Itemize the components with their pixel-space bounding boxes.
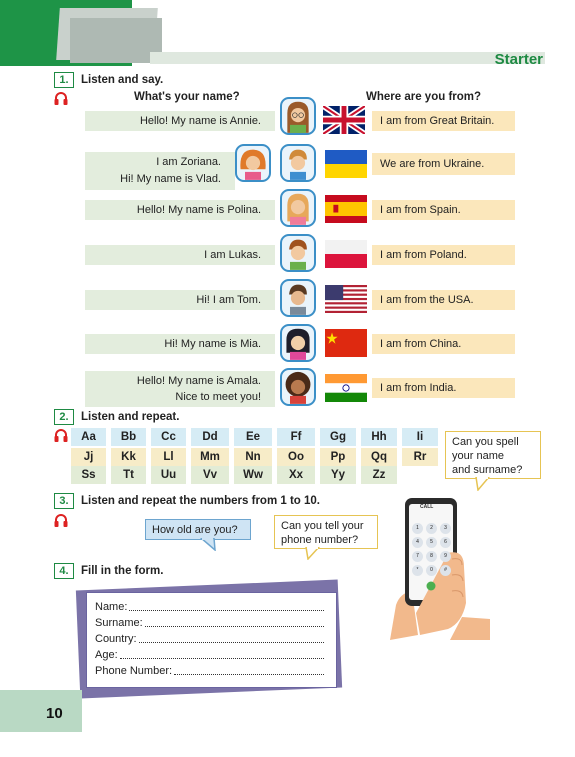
country-answer: I am from the USA. xyxy=(372,290,515,310)
letter-pair: Qq xyxy=(361,448,397,466)
letter-pair: Ll xyxy=(151,448,186,466)
letter-pair: Ii xyxy=(402,428,438,446)
flag-poland-icon xyxy=(325,240,367,268)
phone-illustration xyxy=(390,495,490,640)
letter-pair: Hh xyxy=(361,428,397,446)
letter-pair: Gg xyxy=(320,428,356,446)
speech-bubble-tail xyxy=(475,477,491,491)
letter-pair: Jj xyxy=(71,448,106,466)
letter-pair: Ss xyxy=(71,466,106,484)
name-greeting: Hello! My name is Amala. Nice to meet you! xyxy=(85,371,275,407)
keypad-key: 3 xyxy=(440,523,451,534)
letter-pair: Ee xyxy=(234,428,272,446)
child-portrait-lukas xyxy=(280,234,316,272)
name-greeting: I am Lukas. xyxy=(85,245,275,265)
child-portrait-mia xyxy=(280,324,316,362)
letter-pair: Kk xyxy=(111,448,146,466)
section-title: Starter xyxy=(494,51,543,68)
keypad-key: 9 xyxy=(440,551,451,562)
letter-pair: Ww xyxy=(234,466,272,484)
child-portrait-annie xyxy=(280,97,316,135)
task-number: 1. xyxy=(54,72,74,88)
task-title: Listen and repeat the numbers from 1 to 10. xyxy=(81,495,320,507)
name-greeting: Hi! I am Tom. xyxy=(85,290,275,310)
keypad-key: 7 xyxy=(412,551,423,562)
task-title: Listen and repeat. xyxy=(81,411,180,423)
task-number: 4. xyxy=(54,563,74,579)
country-answer: I am from China. xyxy=(372,334,515,354)
form-field-surname[interactable]: Surname: xyxy=(95,615,328,631)
child-portrait-amala xyxy=(280,368,316,406)
flag-ukraine-icon xyxy=(325,150,367,178)
column-heading-name: What's your name? xyxy=(134,91,240,103)
letter-pair: Nn xyxy=(234,448,272,466)
letter-pair: Uu xyxy=(151,466,186,484)
letter-pair: Oo xyxy=(277,448,315,466)
header-card-decoration xyxy=(70,18,162,63)
flag-usa-icon xyxy=(325,285,367,313)
task2-heading xyxy=(54,409,179,425)
letter-pair: Bb xyxy=(111,428,146,446)
letter-pair: Mm xyxy=(191,448,229,466)
keypad-key: 0 xyxy=(426,565,437,576)
name-greeting: Hello! My name is Annie. xyxy=(85,111,275,131)
keypad-key: # xyxy=(440,565,451,576)
form-field-country[interactable]: Country: xyxy=(95,631,328,647)
letter-pair: Tt xyxy=(111,466,146,484)
letter-pair: Cc xyxy=(151,428,186,446)
name-greeting: Hello! My name is Polina. xyxy=(85,200,275,220)
keypad-key: 4 xyxy=(412,537,423,548)
task3-heading xyxy=(54,493,320,509)
keypad-key: 6 xyxy=(440,537,451,548)
letter-pair: Ff xyxy=(277,428,315,446)
child-portrait-zoriana xyxy=(235,144,271,182)
letter-pair: Dd xyxy=(191,428,229,446)
letter-pair: Zz xyxy=(361,466,397,484)
form-field-name[interactable]: Name: xyxy=(95,599,328,615)
country-answer: I am from Spain. xyxy=(372,200,515,220)
letter-pair: Pp xyxy=(320,448,356,466)
headphones-icon[interactable] xyxy=(53,427,69,443)
form-field-phone-number[interactable]: Phone Number: xyxy=(95,663,328,679)
keypad-key: * xyxy=(412,565,423,576)
flag-great-britain-icon xyxy=(323,106,365,134)
form-field-age[interactable]: Age: xyxy=(95,647,328,663)
speech-bubble-phone: Can you tell your phone number? xyxy=(274,515,378,549)
letter-pair: Vv xyxy=(191,466,229,484)
speech-bubble-age: How old are you? xyxy=(145,519,251,540)
task-number: 3. xyxy=(54,493,74,509)
task4-heading xyxy=(54,563,163,579)
country-answer: I am from Great Britain. xyxy=(372,111,515,131)
page-number: 10 xyxy=(46,705,63,722)
flag-china-icon xyxy=(325,329,367,357)
flag-spain-icon xyxy=(325,195,367,223)
country-answer: We are from Ukraine. xyxy=(372,153,515,175)
column-heading-country: Where are you from? xyxy=(366,91,482,103)
headphones-icon[interactable] xyxy=(53,512,69,528)
letter-pair: Yy xyxy=(320,466,356,484)
speech-bubble-tail xyxy=(200,538,216,551)
speech-bubble-tail xyxy=(305,547,321,560)
child-portrait-polina xyxy=(280,189,316,227)
keypad-key: 5 xyxy=(426,537,437,548)
task-number: 2. xyxy=(54,409,74,425)
flag-india-icon xyxy=(325,374,367,402)
keypad-key: 2 xyxy=(426,523,437,534)
child-portrait-tom xyxy=(280,279,316,317)
country-answer: I am from India. xyxy=(372,378,515,398)
task-title: Fill in the form. xyxy=(81,565,164,577)
page-number-tab xyxy=(0,690,82,732)
country-answer: I am from Poland. xyxy=(372,245,515,265)
letter-pair: Xx xyxy=(277,466,315,484)
keypad-key: 1 xyxy=(412,523,423,534)
letter-pair: Rr xyxy=(402,448,438,466)
letter-pair: Aa xyxy=(71,428,106,446)
phone-screen-label: CALL xyxy=(420,504,434,510)
header-bar xyxy=(150,52,545,64)
fill-in-form xyxy=(86,592,337,688)
task-title: Listen and say. xyxy=(81,74,164,86)
keypad-key: 8 xyxy=(426,551,437,562)
headphones-icon[interactable] xyxy=(53,90,69,106)
speech-bubble-spell: Can you spell your name and surname? xyxy=(445,431,541,479)
name-greeting: Hi! My name is Mia. xyxy=(85,334,275,354)
child-portrait-vlad xyxy=(280,144,316,182)
task1-heading xyxy=(54,72,163,88)
name-greeting: I am Zoriana. Hi! My name is Vlad. xyxy=(85,152,235,190)
